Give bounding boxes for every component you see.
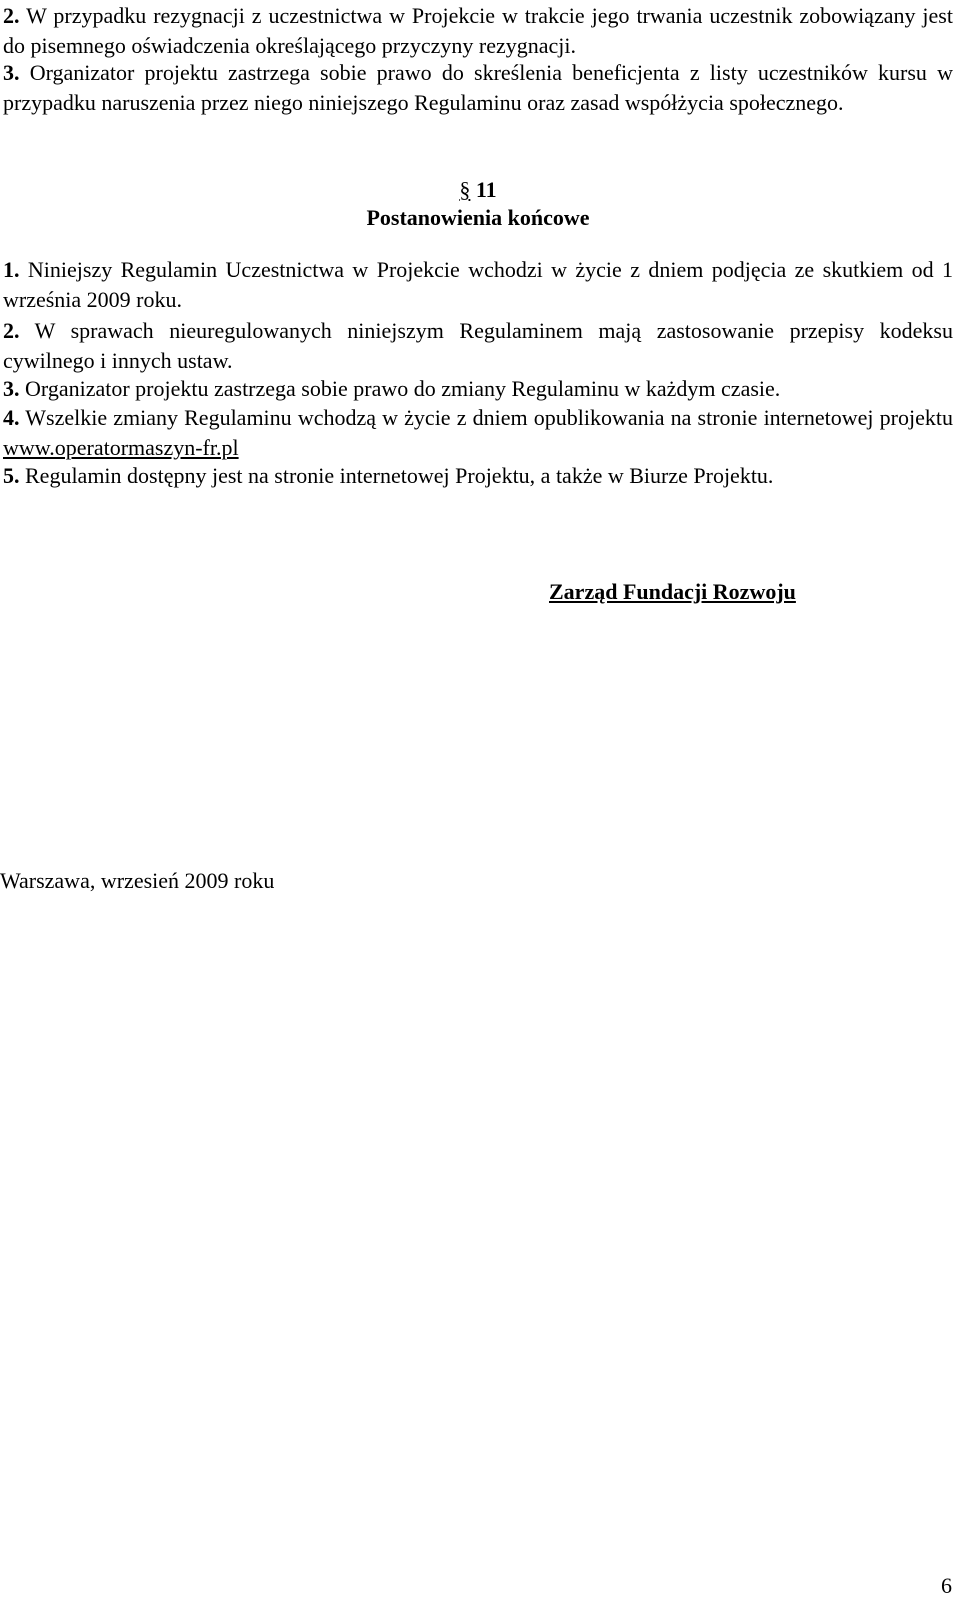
- item-number: 1.: [3, 257, 20, 282]
- section-item-4: [3, 403, 953, 463]
- section-item-3: [3, 374, 953, 404]
- section-heading-number: [0, 175, 956, 205]
- item-text: Organizator projektu zastrzega sobie prawo do skreślenia beneficjenta z listy uczestników kursu w przypadku naruszenia przez niego niniejszego Regulaminu oraz zasad współżycia społecznego.: [3, 60, 954, 115]
- section-item-5: [3, 461, 953, 491]
- section-title: Postanowienia końcowe: [366, 205, 590, 230]
- item-number: 5.: [3, 463, 20, 488]
- item-text: Wszelkie zmiany Regulaminu wchodzą w życie z dniem opublikowania na stronie internetowej projektu: [25, 405, 953, 430]
- item-number: 2.: [3, 3, 20, 28]
- item-text: W przypadku rezygnacji z uczestnictwa w Projekcie w trakcie jego trwania uczestnik zobowiązany jest do pisemnego oświadczenia określającego przyczyny rezygnacji.: [3, 3, 953, 58]
- item-text: W sprawach nieuregulowanych niniejszym Regulaminem mają zastosowanie przepisy kodeksu cywilnego i innych ustaw.: [3, 318, 953, 373]
- place-date: Warszawa, wrzesień 2009 roku: [0, 868, 275, 893]
- prev-section-item-2: [3, 1, 953, 61]
- project-website-link[interactable]: www.operatormaszyn-fr.pl: [3, 435, 239, 460]
- item-number: 3.: [3, 376, 20, 401]
- section-item-1: [3, 255, 953, 315]
- prev-section-item-3: [3, 58, 953, 118]
- signature: Zarząd Fundacji Rozwoju: [549, 579, 796, 604]
- item-number: 2.: [3, 318, 20, 343]
- item-number: 3.: [3, 60, 20, 85]
- item-text: Organizator projektu zastrzega sobie prawo do zmiany Regulaminu w każdym czasie.: [25, 376, 781, 401]
- item-text: Regulamin dostępny jest na stronie internetowej Projektu, a także w Biurze Projektu.: [25, 463, 774, 488]
- item-number: 4.: [3, 405, 20, 430]
- section-number: 11: [475, 177, 497, 202]
- item-text: Niniejszy Regulamin Uczestnictwa w Projekcie wchodzi w życie z dniem podjęcia ze skutkiem od 1 września 2009 roku.: [3, 257, 954, 312]
- section-item-2: [3, 316, 953, 376]
- section-sign: §: [459, 177, 471, 202]
- page-number: 6: [941, 1573, 952, 1598]
